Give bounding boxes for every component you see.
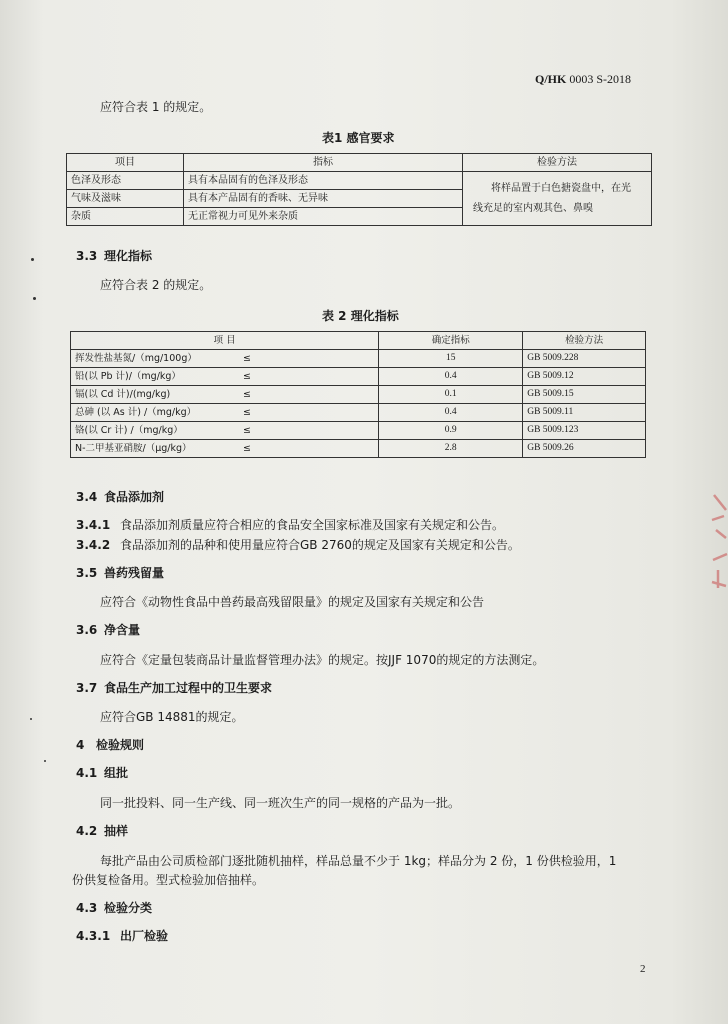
section-4-3-1-heading: 4.3.1 出厂检验 (76, 929, 169, 943)
row-method: GB 5009.123 (523, 422, 646, 440)
header-item: 项 目 (71, 332, 379, 350)
section-3-4-heading: 3.4 食品添加剂 (76, 490, 165, 504)
section-4-3-heading: 4.3 检验分类 (76, 901, 153, 915)
section-4-1-text: 同一批投料、同一生产线、同一班次生产的同一规格的产品为一批。 (100, 796, 461, 810)
table1-caption: 表1 感官要求 (322, 131, 395, 145)
row-value: 0.4 (379, 368, 523, 386)
physicochemical-table (70, 331, 646, 458)
row-value: 0.4 (379, 404, 523, 422)
row-item: 杂质 (67, 208, 184, 226)
table-row (67, 172, 652, 190)
row-op: ≤ (239, 368, 379, 386)
row-method: GB 5009.11 (523, 404, 646, 422)
row-item: 气味及滋味 (67, 190, 184, 208)
header-method: 检验方法 (523, 332, 646, 350)
stamp-fragment-icon (708, 490, 728, 600)
row-op: ≤ (239, 350, 379, 368)
section-3-7-text: 应符合GB 14881的规定。 (100, 710, 244, 724)
section-4-2-heading: 4.2 抽样 (76, 824, 129, 838)
row-method: GB 5009.12 (523, 368, 646, 386)
section-3-6-heading: 3.6 净含量 (76, 623, 141, 637)
header-method: 检验方法 (463, 154, 652, 172)
row-op: ≤ (239, 422, 379, 440)
table-row (71, 386, 646, 404)
row-item: 镉(以 Cd 计)/(mg/kg) (71, 386, 240, 404)
row-value: 2.8 (379, 440, 523, 458)
table-row (71, 404, 646, 422)
scan-speck (31, 258, 34, 261)
section-4-2-line-1: 每批产品由公司质检部门逐批随机抽样，样品总量不少于 1kg；样品分为 2 份，1 份供检验用，1 (100, 854, 617, 868)
row-value: 0.1 (379, 386, 523, 404)
table-row (71, 350, 646, 368)
table-row (71, 440, 646, 458)
row-spec: 具有本品固有的色泽及形态 (184, 172, 463, 190)
row-method: GB 5009.26 (523, 440, 646, 458)
section-3-6-text: 应符合《定量包装商品计量监督管理办法》的规定。按JJF 1070的规定的方法测定。 (100, 653, 545, 667)
row-item: 挥发性盐基氮/（mg/100g） (71, 350, 240, 368)
method-line-2: 线充足的室内观其色、鼻嗅 (473, 202, 593, 214)
header-spec: 指标 (184, 154, 463, 172)
table2-caption: 表 2 理化指标 (322, 309, 399, 323)
table1-intro: 应符合表 1 的规定。 (100, 100, 212, 114)
row-method: GB 5009.228 (523, 350, 646, 368)
table-row (71, 422, 646, 440)
row-op: ≤ (239, 386, 379, 404)
table2-intro: 应符合表 2 的规定。 (100, 278, 212, 292)
scan-speck (44, 760, 46, 762)
page-number: 2 (640, 963, 646, 975)
row-spec: 具有本产品固有的香味、无异味 (184, 190, 463, 208)
scan-speck (33, 297, 36, 300)
row-value: 15 (379, 350, 523, 368)
section-3-5-text: 应符合《动物性食品中兽药最高残留限量》的规定及国家有关规定和公告 (100, 595, 485, 609)
section-4-1-heading: 4.1 组批 (76, 766, 129, 780)
table-header-row (67, 154, 652, 172)
row-item: 色泽及形态 (67, 172, 184, 190)
method-cell (463, 172, 652, 226)
section-3-3-heading: 3.3 理化指标 (76, 249, 153, 263)
row-item: 铬(以 Cr 计) /（mg/kg） (71, 422, 240, 440)
row-op: ≤ (239, 404, 379, 422)
section-4-2-line-2: 份供复检备用。型式检验加倍抽样。 (72, 873, 265, 887)
scan-speck (30, 718, 32, 720)
row-item: N-二甲基亚硝胺/（μg/kg） (71, 440, 240, 458)
section-4-heading: 4 检验规则 (76, 738, 145, 752)
section-3-4-2: 3.4.2 食品添加剂的品种和使用量应符合GB 2760的规定及国家有关规定和公告。 (76, 538, 520, 552)
table-row (71, 368, 646, 386)
standard-code: Q/HK 0003 S-2018 (535, 72, 632, 86)
section-3-7-heading: 3.7 食品生产加工过程中的卫生要求 (76, 681, 273, 695)
header-value: 确定指标 (379, 332, 523, 350)
method-line-1: 将样品置于白色搪瓷盘中，在光 (491, 182, 631, 194)
row-value: 0.9 (379, 422, 523, 440)
row-spec: 无正常视力可见外来杂质 (184, 208, 463, 226)
row-item: 铅(以 Pb 计)/（mg/kg） (71, 368, 240, 386)
sensory-requirements-table (66, 153, 652, 226)
row-item: 总砷 (以 As 计) /（mg/kg） (71, 404, 240, 422)
red-seal-stamp (708, 490, 728, 600)
table-header-row (71, 332, 646, 350)
row-op: ≤ (239, 440, 379, 458)
header-item: 项目 (67, 154, 184, 172)
section-3-5-heading: 3.5 兽药残留量 (76, 566, 165, 580)
row-method: GB 5009.15 (523, 386, 646, 404)
section-3-4-1: 3.4.1 食品添加剂质量应符合相应的食品安全国家标准及国家有关规定和公告。 (76, 518, 505, 532)
